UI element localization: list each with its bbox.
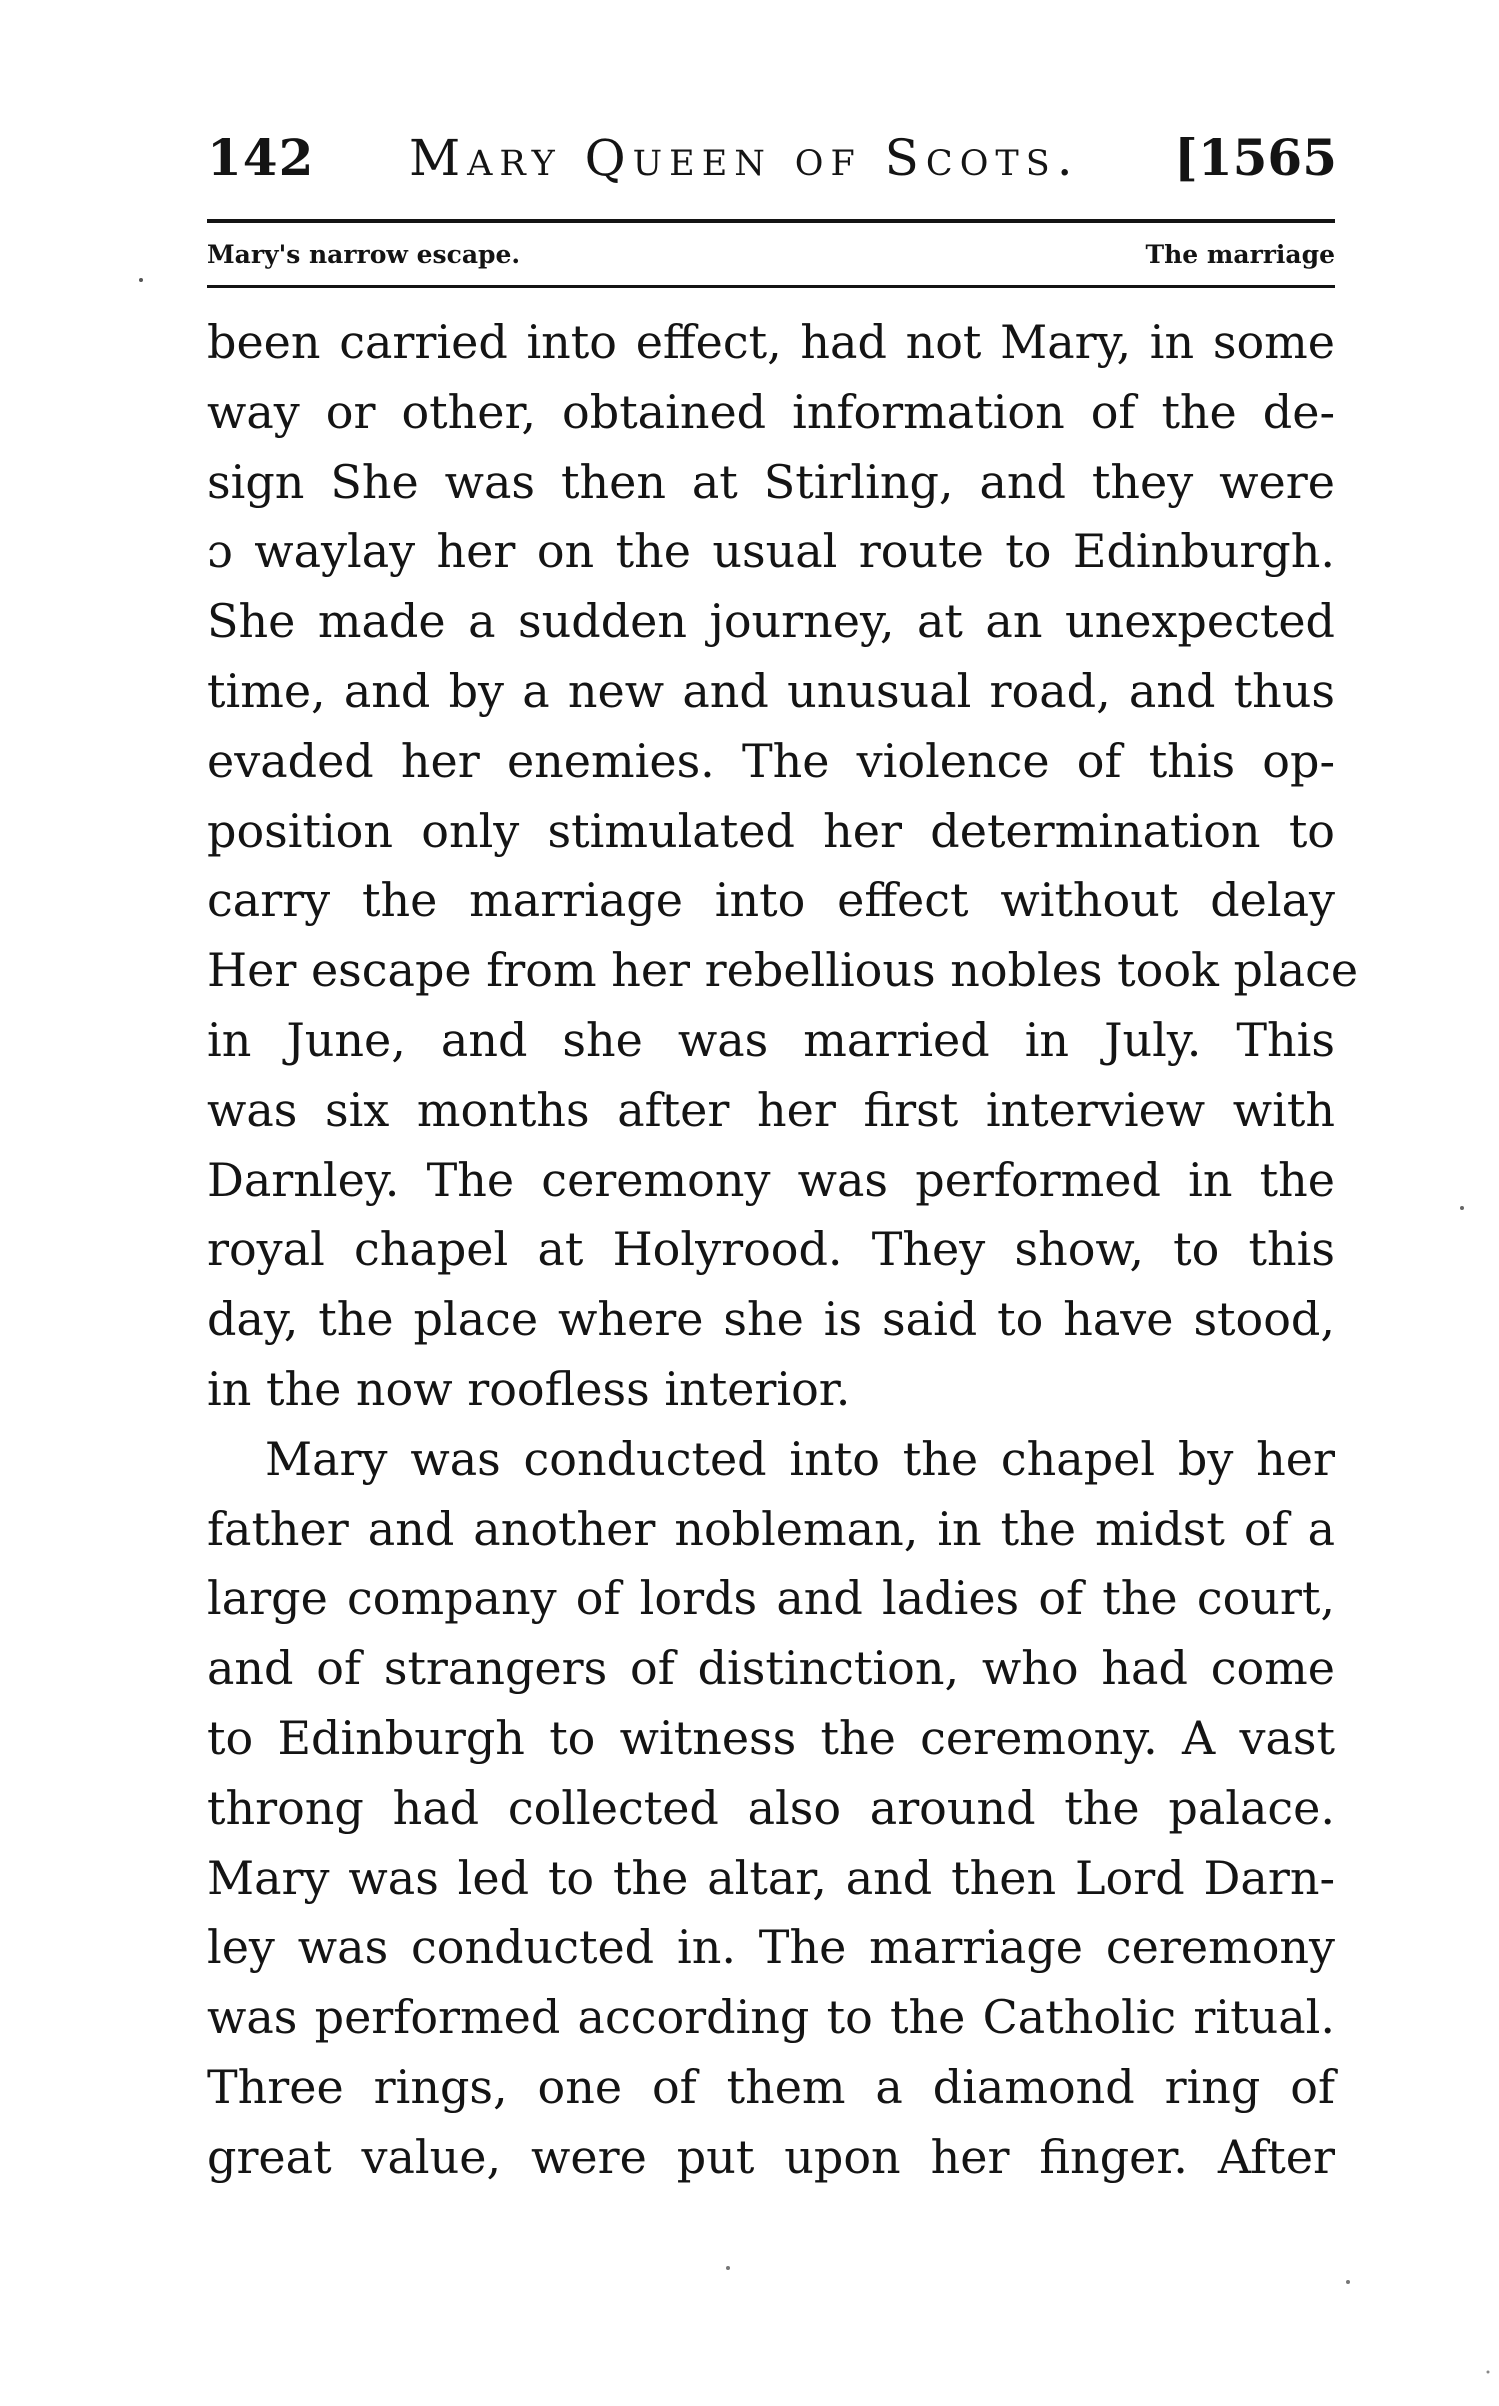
text-line: to Edinburgh to witness the ceremony. A vast bbox=[207, 1710, 1335, 1765]
text-line: was performed according to the Catholic ritual. bbox=[207, 1990, 1335, 2045]
text-line: and of strangers of distinction, who had come bbox=[207, 1641, 1335, 1696]
text-line: ɔ waylay her on the usual route to Edinburgh. bbox=[207, 524, 1335, 579]
text-line: was six months after her first interview with bbox=[207, 1082, 1335, 1137]
running-head bbox=[207, 128, 1337, 198]
header-rule bbox=[207, 219, 1335, 223]
ink-speck bbox=[1346, 2280, 1350, 2284]
text-line: ley was conducted in. The marriage ceremony bbox=[207, 1920, 1335, 1975]
subheader-rule bbox=[207, 285, 1335, 288]
text-line: She made a sudden journey, at an unexpected bbox=[207, 594, 1335, 649]
text-line: way or other, obtained information of the de- bbox=[207, 384, 1335, 439]
side-note-right: The marriage bbox=[1145, 240, 1335, 269]
ink-speck bbox=[1460, 1206, 1464, 1210]
paragraph bbox=[207, 308, 1359, 1425]
ink-speck bbox=[726, 2266, 730, 2270]
text-line: evaded her enemies. The violence of this op- bbox=[207, 733, 1335, 788]
text-line: father and another nobleman, in the midst of a bbox=[207, 1501, 1335, 1556]
text-line: in June, and she was married in July. This bbox=[207, 1012, 1335, 1067]
text-line: Three rings, one of them a diamond ring of bbox=[207, 2059, 1335, 2114]
page-number: 142 bbox=[207, 128, 315, 187]
year-heading: [1565 bbox=[1174, 128, 1337, 187]
text-line: great value, were put upon her finger. After bbox=[207, 2129, 1335, 2184]
body-text bbox=[207, 308, 1359, 2193]
text-line: position only stimulated her determination to bbox=[207, 803, 1335, 858]
text-line: sign She was then at Stirling, and they were bbox=[207, 454, 1335, 509]
text-line: Darnley. The ceremony was performed in the bbox=[207, 1152, 1335, 1207]
text-line: Mary was conducted into the chapel by her bbox=[265, 1431, 1335, 1486]
text-line: been carried into effect, had not Mary, in some bbox=[207, 315, 1335, 369]
text-line: throng had collected also around the palace. bbox=[207, 1780, 1335, 1835]
text-line: Her escape from her rebellious nobles took place bbox=[207, 943, 1359, 998]
paragraph bbox=[207, 1425, 1335, 2193]
text-line: royal chapel at Holyrood. They show, to this bbox=[207, 1222, 1335, 1277]
side-note-left: Mary's narrow escape. bbox=[207, 240, 521, 269]
ink-speck bbox=[139, 278, 143, 282]
text-line: Mary was led to the altar, and then Lord Darn- bbox=[207, 1850, 1335, 1905]
text-line: large company of lords and ladies of the court, bbox=[207, 1571, 1335, 1626]
book-title: Mary Queen of Scots. bbox=[408, 129, 1080, 187]
text-line: in the now roofless interior. bbox=[207, 1361, 851, 1416]
text-line: time, and by a new and unusual road, and thus bbox=[207, 663, 1335, 718]
ink-speck bbox=[1487, 2371, 1490, 2374]
text-line: day, the place where she is said to have stood, bbox=[207, 1292, 1335, 1347]
marginal-notes bbox=[207, 240, 1335, 280]
text-line: carry the marriage into effect without delay bbox=[207, 873, 1335, 928]
